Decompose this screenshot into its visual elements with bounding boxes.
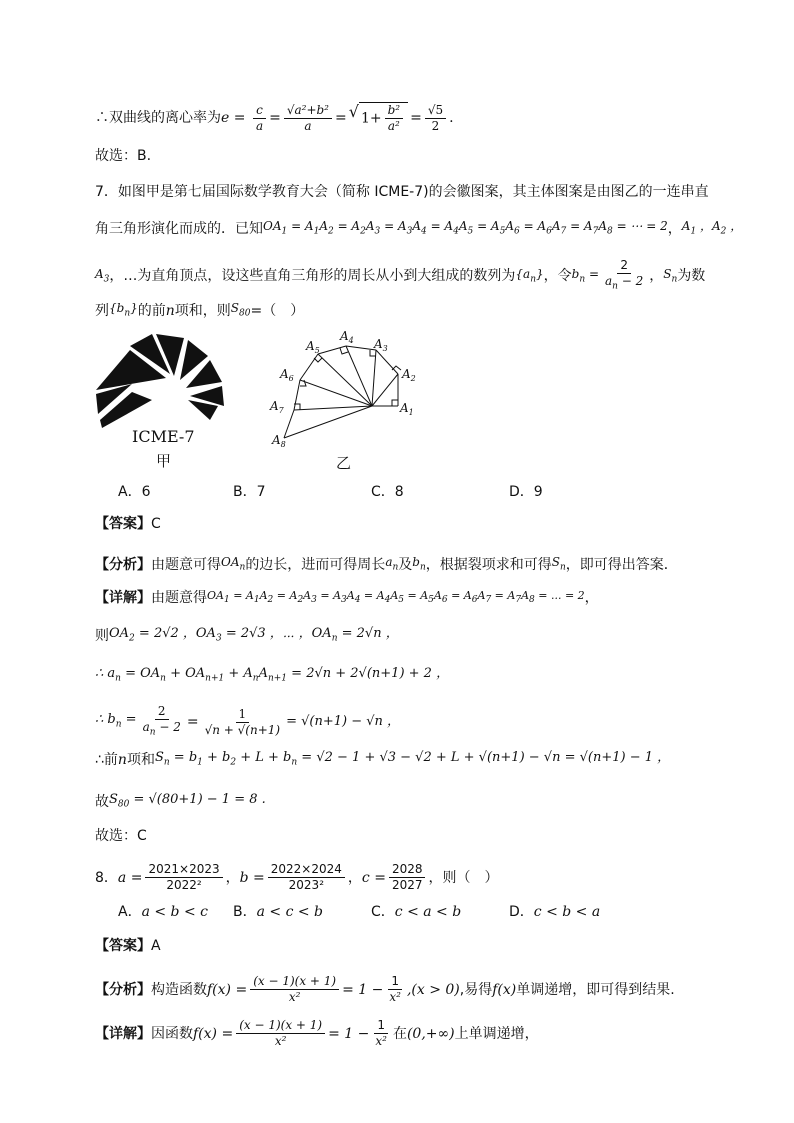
q7-analysis: 【分析】 由题意可得 $OA_n$ 的边长，进而可得周长 $a_n$ 及 $b_n$ ，根据裂项求和可得 $S_n$ ，即可得出答案． — [95, 555, 678, 573]
q7-line1: 7．如图甲是第七届国际数学教育大会（简称 ICME-7)的会徽图案，其主体图案是由图乙的一连串直 — [95, 184, 709, 200]
q7-line2-prefix: 角三角形演化而成的．已知 — [95, 220, 263, 237]
svg-text:A2: $A_2$ — [402, 367, 416, 383]
q8-answer: 【答案】 A — [95, 938, 161, 954]
q8-detail: 【详解】 因函数 f(x) = $\frac{(x - 1)(x + 1)}{\text{x²}}$ = 1 − $\frac{1}{\text{x²}}$ 在 (0,+∞) 上单调递增， — [95, 1018, 539, 1048]
q7-then-line: 则 $OA_2 = 2√2$ ，$OA_3 = 2√3$ ，⋯ ，$OA_n = 2√n$ ， — [95, 626, 399, 645]
q7-sum-line: ∴前 n 项和 $S_n = b_1 + b_2 + L + b_n = √2 - 1 + √3 - √2 + L + √(n+1) - √n = √(n+1) - 1$ ， — [95, 750, 671, 769]
svg-text:A6: $A_6$ — [280, 367, 294, 383]
q8-question: 8． a = $\frac{2021\times 2023}{\text{2022²}}$ ， b = $\frac{2022\times 2024}{\text{2023²}}$ ， c = $\frac{2028}{2027}$ ，则（ ） — [95, 862, 499, 892]
q8-analysis: 【分析】 构造函数 f(x) = $\frac{(x - 1)(x + 1)}{\text{x²}}$ = 1 − $\frac{1}{\text{x²}}$ ,(x > 0) ,易得 f(x) 单调递增，即可得到结果. — [95, 974, 675, 1004]
q7-choice-b[interactable]: B．7 — [233, 484, 266, 500]
figure-a-caption: 甲 — [156, 452, 172, 470]
q7-line4: 列 $\{b_n\}$ 的前 n 项和，则 $S_{80}$ =（ ） — [95, 301, 305, 319]
q7-choices — [118, 482, 738, 502]
q8-choice-a[interactable]: A．a < b < c — [118, 904, 208, 920]
q7-choice-a[interactable]: A．6 — [118, 484, 151, 500]
q7-so-line: 故 $S_{80} = √(80+1) - 1 = 8$ . — [95, 792, 266, 811]
q7-answer: 【答案】 C — [95, 516, 161, 532]
svg-text:A8: $A_8$ — [272, 433, 286, 449]
svg-text:A4: $A_4$ — [340, 329, 354, 345]
q7-line2-tail: ， — [667, 220, 682, 237]
sqrt-1-plus-frac: √ 1+ $\frac{\text{b²}}{\text{a²}}$ — [349, 102, 408, 134]
eccentricity-prefix: ∴双曲线的离心率为 — [95, 110, 221, 126]
q8-choice-d[interactable]: D．c < b < a — [509, 904, 601, 920]
q8-choice-b[interactable]: B．a < c < b — [233, 904, 324, 920]
svg-text:A5: $A_5$ — [306, 339, 320, 355]
frac-c-over-a: $\frac{c}{a}$ — [253, 103, 266, 134]
choose-b-line: 故选：B. — [95, 148, 152, 164]
icme7-label: ICME-7 — [132, 427, 195, 446]
svg-text:A1: $A_1$ — [400, 401, 414, 417]
q7-line2: 角三角形演化而成的．已知 $OA_1 = A_1A_2 = A_2A_3 = A_3A_4 = A_4A_5 = A_5A_6 = A_6A_7 = A_7A_8$ = ⋯ = 2 ， $A_1$ ，$A_2$ ， — [95, 216, 735, 241]
figure-right-triangles — [262, 328, 432, 478]
svg-text:A7: $A_7$ — [270, 399, 284, 415]
formula-e: e — [221, 110, 230, 126]
figure-icme7-logo — [92, 330, 232, 470]
svg-text:A3: $A_3$ — [374, 337, 388, 353]
q8-choices — [118, 902, 738, 922]
frac-sqrt-over-a: $\frac{\text{√a²+b²}}{a}$ — [284, 103, 332, 134]
q7-an-line: ∴ $a_n = OA_n + OA_{n+1} + A_nA_{n+1} = 2√n + 2√(n+1) + 2$ ， — [95, 666, 450, 684]
eccentricity-suffix: . — [449, 110, 454, 126]
frac-2-over-an-2: $\frac{2}{a_n - 2}$ — [605, 258, 644, 292]
figure-b-caption: 乙 — [336, 454, 352, 472]
q8-choice-c[interactable]: C．c < a < b — [371, 904, 462, 920]
q7-line3-text: ，…为直角顶点，设这些直角三角形的周长从小到大组成的数列为 — [109, 268, 516, 285]
q7-detail: 【详解】 由题意得 $OA_1 = A_1A_2 = A_2A_3 = A_3A_4 = A_4A_5 = A_5A_6 = A_6A_7 = A_7A_8$ = ... = 2 ， — [95, 589, 599, 607]
eccentricity-line: ∴双曲线的离心率为 e = $\frac{c}{a}$ = $\frac{\text{√a²+b²}}{a}$ = √ 1+ $\frac{\text{b²}}{\text{a²}}$ = $\frac{√5}{2}$ . — [95, 102, 454, 133]
q7-bn-line: ∴ $b_n$ = $\frac{2}{a_n - 2}$ = $\frac{1}{√n + √(n+1)}$ = √(n+1) − √n ， — [95, 704, 401, 738]
q7-choice-d[interactable]: D．9 — [509, 484, 543, 500]
q7-choice-c[interactable]: C．8 — [371, 484, 404, 500]
frac-sqrt5-over-2: $\frac{√5}{2}$ — [425, 103, 446, 134]
q7-segment-equation: $OA_1 = A_1A_2 = A_2A_3 = A_3A_4 = A_4A_5 = A_5A_6 = A_6A_7 = A_7A_8$ = ⋯ = 2 — [263, 219, 668, 237]
q7-line3: $A_3$ ，…为直角顶点，设这些直角三角形的周长从小到大组成的数列为 $\{a_n\}$ ，令 $b_n$ = $\frac{2}{a_n - 2}$ ， $S_n$ 为数 — [95, 258, 735, 294]
q7-choose-line: 故选：C — [95, 828, 147, 844]
